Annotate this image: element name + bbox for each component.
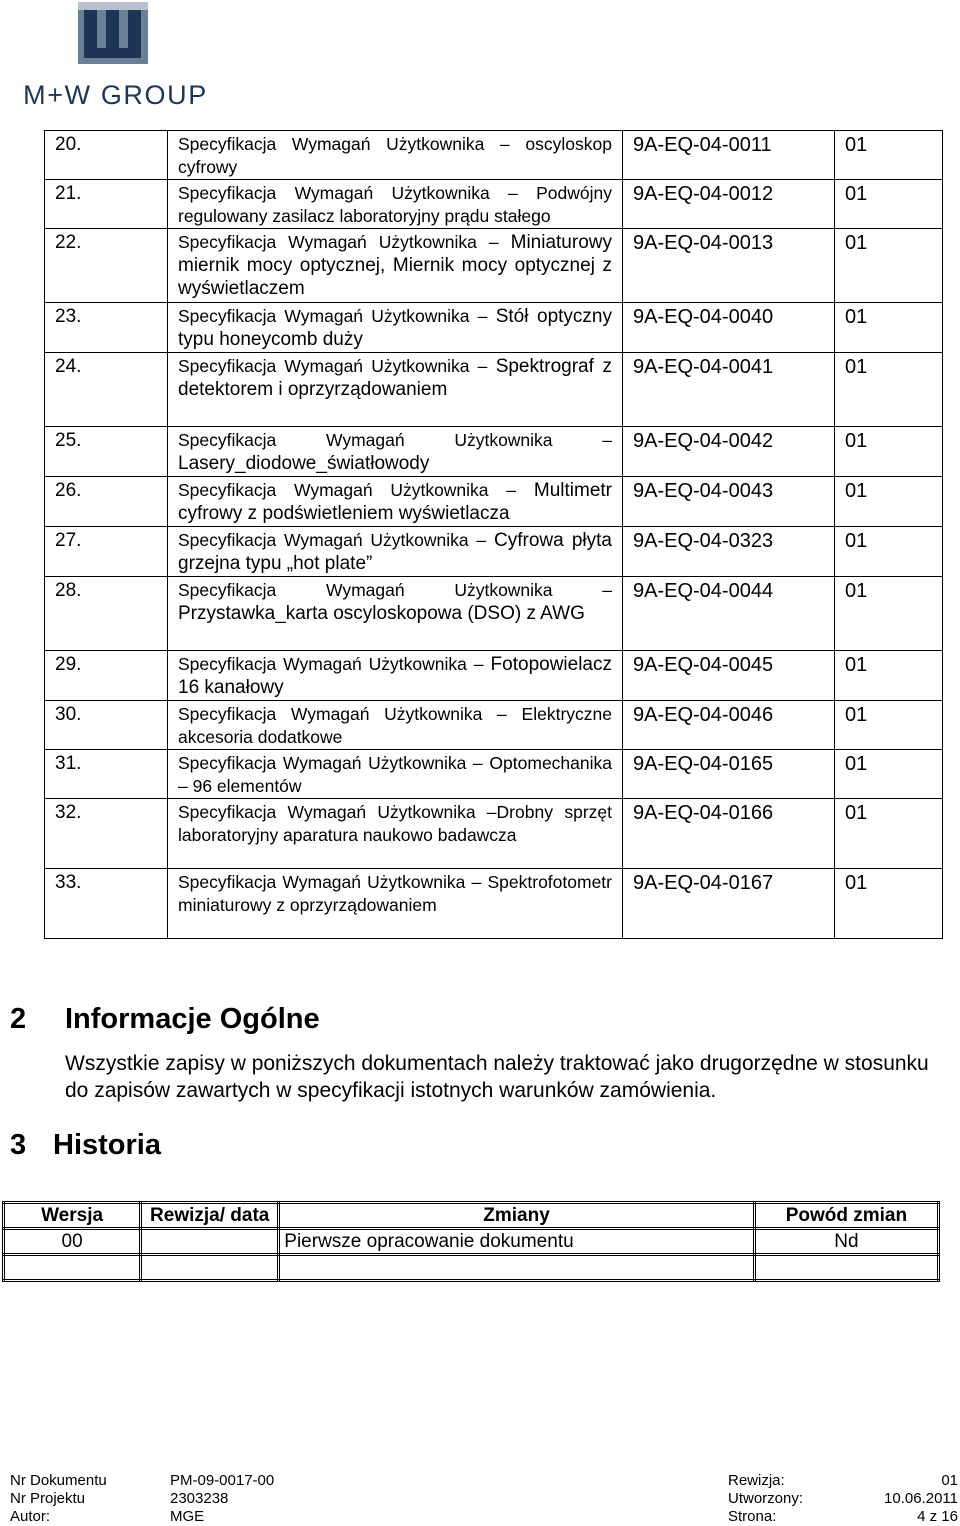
spec-revision: 01 bbox=[835, 869, 943, 939]
spec-number: 27. bbox=[45, 527, 168, 577]
spec-code: 9A-EQ-04-0041 bbox=[623, 353, 835, 427]
spec-description bbox=[168, 869, 623, 939]
logo-text: M+W GROUP bbox=[23, 80, 208, 110]
spec-description-part: Specyfikacja Wymagań Użytkownika – bbox=[178, 530, 487, 550]
spec-description bbox=[168, 477, 623, 527]
spec-description-part: Multimetr cyfrowy z podświetleniem wyświetlacza bbox=[178, 480, 612, 524]
spec-description-part: sprzęt laboratoryjny aparatura naukowo badawcza bbox=[178, 802, 612, 845]
history-cell-version bbox=[4, 1255, 141, 1281]
spec-number: 26. bbox=[45, 477, 168, 527]
history-cell-revision bbox=[141, 1255, 279, 1281]
spec-description-part: Specyfikacja Wymagań Użytkownika – bbox=[178, 480, 516, 500]
footer-value: 01 bbox=[941, 1472, 958, 1489]
footer-label: Autor: bbox=[10, 1508, 51, 1525]
history-header-reason: Powód zmian bbox=[754, 1203, 938, 1229]
footer-label: Strona: bbox=[728, 1508, 777, 1525]
footer-value: 10.06.2011 bbox=[884, 1490, 958, 1507]
spec-description-part: Specyfikacja Wymagań Użytkownika – bbox=[178, 430, 612, 450]
history-cell-reason: Nd bbox=[754, 1229, 938, 1255]
spec-description bbox=[168, 353, 623, 427]
footer-label: Rewizja: bbox=[728, 1472, 785, 1489]
spec-row bbox=[45, 869, 943, 939]
footer-label: Utworzony: bbox=[728, 1490, 804, 1507]
footer-value: MGE bbox=[170, 1508, 205, 1525]
spec-number: 33. bbox=[45, 869, 168, 939]
spec-row bbox=[45, 131, 943, 180]
spec-description-part: Specyfikacja Wymagań Użytkownika – bbox=[178, 306, 488, 326]
spec-code: 9A-EQ-04-0046 bbox=[623, 701, 835, 750]
spec-revision: 01 bbox=[835, 651, 943, 701]
spec-description bbox=[168, 427, 623, 477]
spec-row bbox=[45, 527, 943, 577]
spec-description bbox=[168, 180, 623, 229]
footer-label: Nr Dokumentu bbox=[10, 1472, 107, 1489]
spec-description-part: Specyfikacja Wymagań Użytkownika – bbox=[178, 704, 507, 724]
spec-number: 21. bbox=[45, 180, 168, 229]
spec-number: 29. bbox=[45, 651, 168, 701]
footer-value: PM-09-0017-00 bbox=[170, 1472, 275, 1489]
spec-description-part: Specyfikacja Wymagań Użytkownika – bbox=[178, 872, 482, 892]
spec-revision: 01 bbox=[835, 353, 943, 427]
section-title: Historia bbox=[53, 1129, 161, 1161]
spec-number: 24. bbox=[45, 353, 168, 427]
page-footer bbox=[10, 1472, 958, 1526]
spec-code: 9A-EQ-04-0012 bbox=[623, 180, 835, 229]
spec-description-part: Optomechanika – 96 elementów bbox=[178, 753, 612, 796]
spec-description bbox=[168, 799, 623, 869]
spec-description-part: regulowany zasilacz laboratoryjny prądu stałego bbox=[178, 206, 551, 226]
spec-row bbox=[45, 353, 943, 427]
history-header-changes: Zmiany bbox=[279, 1203, 755, 1229]
spec-revision: 01 bbox=[835, 427, 943, 477]
spec-row bbox=[45, 750, 943, 799]
spec-description-part: Specyfikacja Wymagań Użytkownika – Podwójny bbox=[178, 183, 612, 203]
spec-row bbox=[45, 229, 943, 303]
spec-code: 9A-EQ-04-0013 bbox=[623, 229, 835, 303]
spec-code: 9A-EQ-04-0044 bbox=[623, 577, 835, 651]
spec-description-part: oscyloskop cyfrowy bbox=[178, 134, 612, 177]
spec-revision: 01 bbox=[835, 180, 943, 229]
history-header-version: Wersja bbox=[4, 1203, 141, 1229]
spec-description-part: Spektrograf z detektorem i oprzyrządowaniem bbox=[178, 356, 613, 400]
spec-description-part: Specyfikacja Wymagań Użytkownika – bbox=[178, 134, 510, 154]
spec-row bbox=[45, 477, 943, 527]
spec-number: 25. bbox=[45, 427, 168, 477]
spec-code: 9A-EQ-04-0045 bbox=[623, 651, 835, 701]
spec-row bbox=[45, 577, 943, 651]
specification-table bbox=[44, 130, 943, 939]
spec-description-part: Specyfikacja Wymagań Użytkownika – bbox=[178, 753, 483, 773]
spec-row bbox=[45, 427, 943, 477]
spec-code: 9A-EQ-04-0042 bbox=[623, 427, 835, 477]
spec-revision: 01 bbox=[835, 701, 943, 750]
spec-number: 32. bbox=[45, 799, 168, 869]
footer-value: 4 z 16 bbox=[917, 1508, 958, 1525]
history-cell-changes: Pierwsze opracowanie dokumentu bbox=[279, 1229, 755, 1255]
section-heading-3 bbox=[10, 1129, 161, 1162]
spec-code: 9A-EQ-04-0043 bbox=[623, 477, 835, 527]
spec-revision: 01 bbox=[835, 131, 943, 180]
history-cell-revision bbox=[141, 1229, 279, 1255]
section-heading-2 bbox=[10, 1003, 320, 1036]
footer-row bbox=[10, 1490, 958, 1508]
history-cell-version: 00 bbox=[4, 1229, 141, 1255]
company-logo bbox=[8, 2, 218, 110]
history-header-revision: Rewizja/ data bbox=[141, 1203, 279, 1229]
spec-description-part: Cyfrowa płyta grzejna typu „hot plate” bbox=[178, 530, 612, 574]
spec-description-part: Specyfikacja Wymagań Użytkownika – bbox=[178, 654, 484, 674]
spec-description bbox=[168, 229, 623, 303]
footer-row bbox=[10, 1472, 958, 1490]
spec-description-part: Miniaturowy miernik mocy optycznej, Miernik mocy optycznej z wyświetlaczem bbox=[178, 232, 612, 299]
spec-description-part: Fotopowielacz 16 kanałowy bbox=[178, 654, 612, 698]
spec-number: 20. bbox=[45, 131, 168, 180]
spec-description-part: Specyfikacja Wymagań Użytkownika –Drobny bbox=[178, 802, 553, 822]
section-paragraph: Wszystkie zapisy w poniższych dokumentach należy traktować jako drugorzędne w stosunku do zapisów zawartych w specyfikacji istotnych warunków zamówienia. bbox=[65, 1052, 929, 1102]
spec-description-part: Specyfikacja Wymagań Użytkownika – bbox=[178, 580, 612, 600]
spec-row bbox=[45, 799, 943, 869]
section-number: 3 bbox=[10, 1129, 27, 1161]
spec-code: 9A-EQ-04-0167 bbox=[623, 869, 835, 939]
spec-description-part: Przystawka_karta oscyloskopowa (DSO) z AWG bbox=[178, 603, 585, 624]
spec-description-part: Specyfikacja Wymagań Użytkownika – bbox=[178, 232, 499, 252]
spec-row bbox=[45, 303, 943, 353]
history-cell-reason bbox=[754, 1255, 938, 1281]
spec-description bbox=[168, 303, 623, 353]
spec-description-part: Lasery_diodowe_światłowody bbox=[178, 453, 430, 474]
spec-description-part: Elektryczne akcesoria dodatkowe bbox=[178, 704, 612, 747]
spec-revision: 01 bbox=[835, 750, 943, 799]
history-row bbox=[4, 1229, 939, 1255]
section-title: Informacje Ogólne bbox=[65, 1003, 320, 1035]
spec-row bbox=[45, 701, 943, 750]
history-header-row bbox=[4, 1203, 939, 1229]
footer-row bbox=[10, 1508, 958, 1526]
spec-description bbox=[168, 131, 623, 180]
spec-row bbox=[45, 180, 943, 229]
spec-revision: 01 bbox=[835, 303, 943, 353]
spec-revision: 01 bbox=[835, 477, 943, 527]
spec-description bbox=[168, 651, 623, 701]
spec-revision: 01 bbox=[835, 799, 943, 869]
spec-revision: 01 bbox=[835, 577, 943, 651]
history-table bbox=[2, 1201, 940, 1282]
spec-code: 9A-EQ-04-0166 bbox=[623, 799, 835, 869]
spec-description bbox=[168, 701, 623, 750]
spec-code: 9A-EQ-04-0323 bbox=[623, 527, 835, 577]
spec-revision: 01 bbox=[835, 229, 943, 303]
spec-number: 30. bbox=[45, 701, 168, 750]
spec-number: 31. bbox=[45, 750, 168, 799]
spec-number: 23. bbox=[45, 303, 168, 353]
mw-logo-icon bbox=[78, 2, 148, 64]
spec-code: 9A-EQ-04-0011 bbox=[623, 131, 835, 180]
footer-label: Nr Projektu bbox=[10, 1490, 86, 1507]
spec-description-part: Specyfikacja Wymagań Użytkownika – bbox=[178, 356, 488, 376]
spec-row bbox=[45, 651, 943, 701]
spec-number: 28. bbox=[45, 577, 168, 651]
history-row bbox=[4, 1255, 939, 1281]
spec-code: 9A-EQ-04-0040 bbox=[623, 303, 835, 353]
spec-revision: 01 bbox=[835, 527, 943, 577]
spec-description bbox=[168, 750, 623, 799]
spec-code: 9A-EQ-04-0165 bbox=[623, 750, 835, 799]
footer-value: 2303238 bbox=[170, 1490, 229, 1507]
spec-description-part: Stół optyczny typu honeycomb duży bbox=[178, 306, 613, 350]
spec-number: 22. bbox=[45, 229, 168, 303]
section-number: 2 bbox=[10, 1003, 27, 1035]
spec-description bbox=[168, 527, 623, 577]
spec-description-part: Spektrofotometr miniaturowy z oprzyrządowaniem bbox=[178, 872, 612, 915]
spec-description bbox=[168, 577, 623, 651]
history-cell-changes bbox=[279, 1255, 755, 1281]
